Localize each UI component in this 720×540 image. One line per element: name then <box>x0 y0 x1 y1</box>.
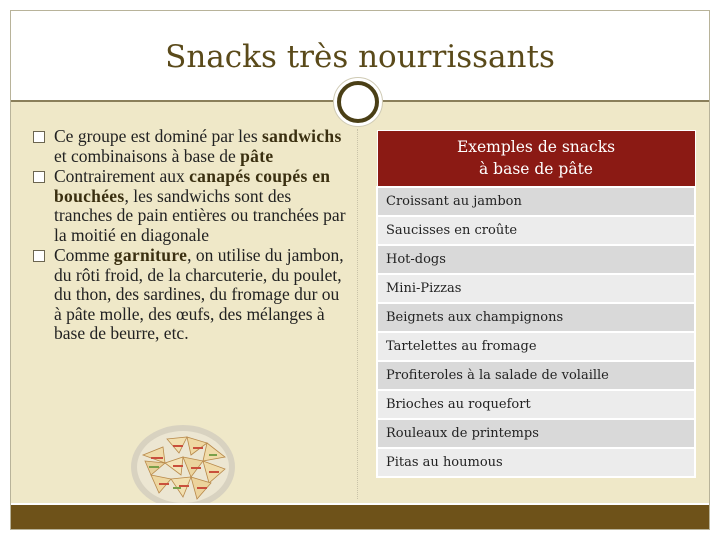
bullet-square-icon <box>33 250 45 262</box>
bullet-item <box>33 127 351 166</box>
divider-ring-icon <box>337 81 379 123</box>
table-cell: Mini-Pizzas <box>377 274 695 303</box>
table-row <box>377 274 695 303</box>
title-divider-right <box>383 100 709 102</box>
bullet-text: Ce groupe est dominé par les sandwichs et combinaisons à base de pâte <box>54 126 342 166</box>
table-cell: Brioches au roquefort <box>377 390 695 419</box>
table-cell: Pitas au houmous <box>377 448 695 477</box>
table-cell: Beignets aux champignons <box>377 303 695 332</box>
slide-title: Snacks très nourrissants <box>165 39 555 75</box>
table-row <box>377 332 695 361</box>
table-row <box>377 448 695 477</box>
table-row <box>377 361 695 390</box>
snack-examples-table <box>376 130 696 478</box>
table-row <box>377 216 695 245</box>
sandwich-platter-image <box>129 417 237 511</box>
bullet-text: Contrairement aux canapés coupés en bouchées, les sandwichs sont des tranches de pain entières ou tranchées par la moitié en diagonale <box>54 166 346 245</box>
table-cell: Croissant au jambon <box>377 187 695 216</box>
table-cell: Saucisses en croûte <box>377 216 695 245</box>
table-cell: Profiteroles à la salade de volaille <box>377 361 695 390</box>
title-divider-left <box>11 100 333 102</box>
table-cell: Rouleaux de printemps <box>377 419 695 448</box>
table-row <box>377 419 695 448</box>
table-cell: Tartelettes au fromage <box>377 332 695 361</box>
footer-band <box>11 503 709 529</box>
table-row <box>377 303 695 332</box>
column-divider <box>357 129 358 499</box>
bullet-list <box>33 127 351 345</box>
bullet-text: Comme garniture, on utilise du jambon, du rôti froid, de la charcuterie, du poulet, du thon, des sardines, du fromage dur ou à pâte molle, des œufs, des mélanges à base de beurre, etc. <box>54 245 344 343</box>
table-cell: Hot-dogs <box>377 245 695 274</box>
bullet-square-icon <box>33 171 45 183</box>
bullet-item <box>33 246 351 344</box>
table-row <box>377 187 695 216</box>
bullet-square-icon <box>33 131 45 143</box>
table-row <box>377 245 695 274</box>
table-row <box>377 390 695 419</box>
bullet-item <box>33 167 351 245</box>
table-header-row <box>377 131 695 187</box>
table-header: Exemples de snacks à base de pâte <box>377 131 695 187</box>
